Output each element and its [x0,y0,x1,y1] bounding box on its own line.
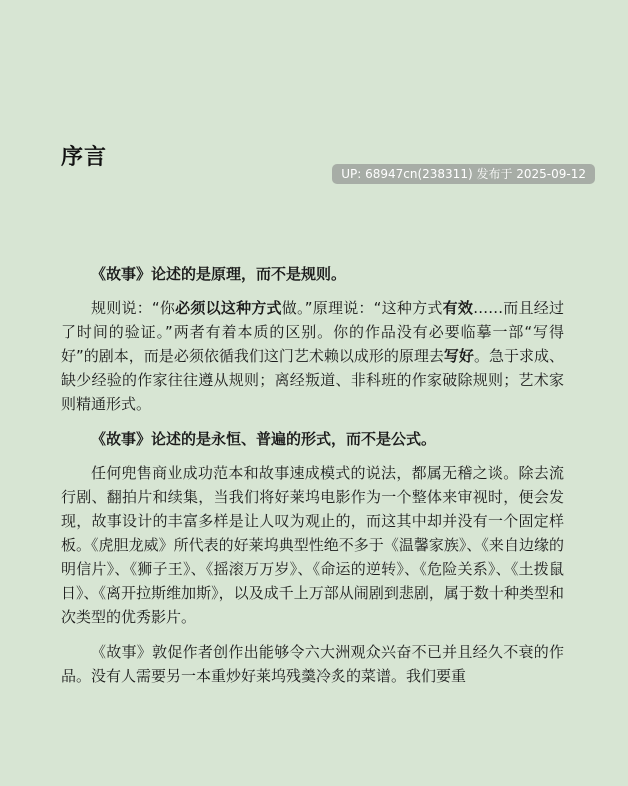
emphasis-text: 写好 [443,347,474,365]
emphasis-text: 有效 [442,299,474,317]
section-heading-forms: 《故事》论述的是永恒、普遍的形式，而不是公式。 [91,430,437,448]
paragraph-no-formula: 任何兜售商业成功范本和故事速成模式的说法，都属无稽之谈。除去流行剧、翻拍片和续集，当我们将好莱坞电影作为一个整体来审视时，便会发现，故事设计的丰富多样是让人叹为观止的，而这其中却并没有一个固定样板。《虎胆龙威》所代表的好莱坞典型性绝不多于《温馨家族》、《来自边缘的明信片》、《狮子王》、《摇滚万万岁》、《命运的逆转》、《危险关系》、《土拨鼠日》、《离开拉斯维加斯》，以及成千上万部从闹剧到悲剧，属于数十种类型和次类型的优秀影片。 [61,464,564,626]
emphasis-text: 必须以这种方式 [175,299,282,317]
page-title: 序言 [61,145,108,170]
paragraph-text: 规则说：“你 [91,299,176,317]
paragraph-rules-vs-principles [61,296,564,416]
section-heading-principles: 《故事》论述的是原理，而不是规则。 [91,265,347,283]
paragraph-text: ……而且经过了时间的验证。”两者有着本质的区别。你的作品没有必要临摹一部“写得好”的剧本，而是必须依循我们这门艺术赖以成形的原理去 [61,299,564,365]
paragraph-text: 做。”原理说：“这种方式 [281,299,443,317]
article-body [61,262,564,699]
paragraph-audiences: 《故事》敦促作者创作出能够令六大洲观众兴奋不已并且经久不衰的作品。没有人需要另一本重炒好莱坞残羹冷炙的菜谱。我们要重 [61,643,564,685]
uploader-date-badge: UP: 68947cn(238311) 发布于 2025-09-12 [332,164,595,184]
paragraph-text: 。急于求成、缺少经验的作家往往遵从规则；离经叛道、非科班的作家破除规则；艺术家则精通形式。 [61,347,564,413]
